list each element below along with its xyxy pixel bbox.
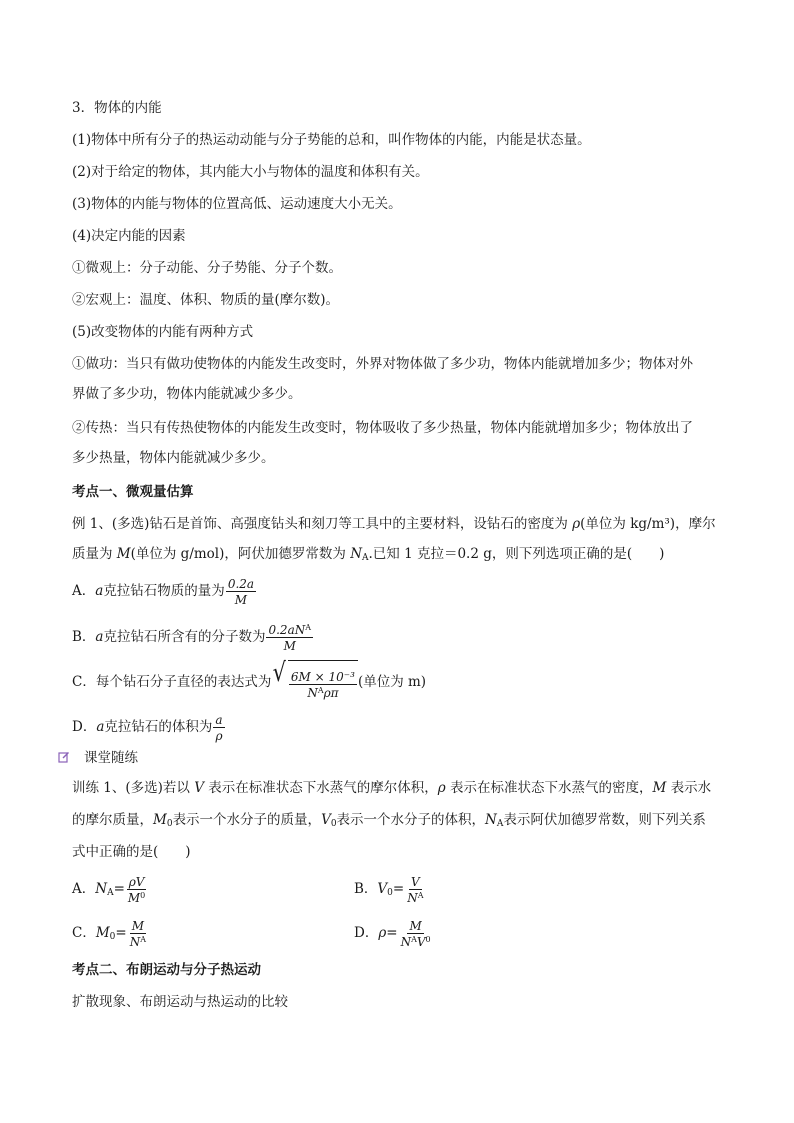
paragraph: 多少热量，物体内能就减少多少。 (72, 450, 275, 466)
training-question: 式中正确的是( ) (72, 844, 191, 860)
paragraph: ①做功：当只有做功使物体的内能发生改变时，外界对物体做了多少功，物体内能就增加多少；物体对外 (72, 356, 693, 372)
paragraph: (4)决定内能的因素 (72, 228, 186, 244)
paragraph: (2)对于给定的物体，其内能大小与物体的温度和体积有关。 (72, 164, 429, 180)
example-question: 质量为 M(单位为 g/mol)，阿伏加德罗常数为 $N_A$.已知 1 克拉＝0.2 g，则下列选项正确的是( ) (72, 546, 665, 563)
fraction: $\frac{V}{N^A}$ (407, 874, 424, 905)
paragraph: ①微观上：分子动能、分子势能、分子个数。 (72, 260, 342, 276)
option-a: A．a克拉钻石物质的量为 $\frac{0.2a}{M}$ (72, 576, 255, 607)
paragraph: (5)改变物体的内能有两种方式 (72, 324, 254, 340)
example-question: 例 1、(多选)钻石是首饰、高强度钻头和刻刀等工具中的主要材料，设钻石的密度为 ρ(单位为 kg/m³)，摩尔 (72, 516, 716, 532)
option-a: A．$N_A=$ $\frac{\rho V}{M^0}$ (72, 874, 146, 905)
paragraph: 扩散现象、布朗运动与热运动的比较 (72, 994, 288, 1010)
option-b: B．a克拉钻石所含有的分子数为 $\frac{0.2aN^A}{M}$ (72, 622, 312, 653)
option-d: D．a克拉钻石的体积为 $\frac{a}{\rho}$ (72, 712, 223, 743)
training-question: 的摩尔质量，$M_0$表示一个水分子的质量，$V_0$表示一个水分子的体积，$N_A$表示阿伏加德罗常数，则下列关系 (72, 812, 706, 829)
square-root: √ $\frac{\text{6M × 10⁻³}}{N^A\rho\pi}$ (271, 660, 358, 705)
option-d: D．ρ= $\frac{M}{N^AV^0}$ (354, 918, 431, 949)
fraction: $\frac{M}{N^A}$ (129, 918, 146, 949)
fraction: $\frac{\rho V}{M^0}$ (127, 874, 146, 905)
fraction: $\frac{\text{6M × 10⁻³}}{N^A\rho\pi}$ (290, 669, 355, 700)
fraction: $\frac{a}{\rho}$ (215, 712, 223, 743)
option-c: C．$M_0=$ $\frac{M}{N^A}$ (72, 918, 146, 949)
fraction: $\frac{0.2aN^A}{M}$ (268, 622, 312, 653)
paragraph: (1)物体中所有分子的热运动动能与分子势能的总和，叫作物体的内能，内能是状态量。 (72, 132, 591, 148)
paragraph: 界做了多少功，物体内能就减少多少。 (72, 386, 302, 402)
fraction: $\frac{M}{N^AV^0}$ (400, 918, 431, 949)
section-heading: 课堂随练 (58, 748, 138, 768)
heading-internal-energy: 3．物体的内能 (72, 100, 162, 116)
option-c: C．每个钻石分子直径的表达式为 √ $\frac{\text{6M × 10⁻³}}{N^A\rho\pi}$ (单位为 m) (72, 660, 426, 705)
paragraph: ②宏观上：温度、体积、物质的量(摩尔数)。 (72, 292, 340, 308)
paragraph: ②传热：当只有传热使物体的内能发生改变时，物体吸收了多少热量，物体内能就增加多少；物体放出了 (72, 420, 693, 436)
fraction: $\frac{0.2a}{M}$ (227, 576, 255, 607)
option-b: B．$V_0=$ $\frac{V}{N^A}$ (354, 874, 424, 905)
paragraph: (3)物体的内能与物体的位置高低、运动速度大小无关。 (72, 196, 402, 212)
exam-point-heading: 考点二、布朗运动与分子热运动 (72, 962, 261, 978)
edit-icon (58, 751, 70, 763)
training-question: 训练 1、(多选)若以 V 表示在标准状态下水蒸气的摩尔体积，ρ 表示在标准状态下水蒸气的密度，M 表示水 (72, 780, 712, 796)
exam-point-heading: 考点一、微观量估算 (72, 484, 194, 500)
